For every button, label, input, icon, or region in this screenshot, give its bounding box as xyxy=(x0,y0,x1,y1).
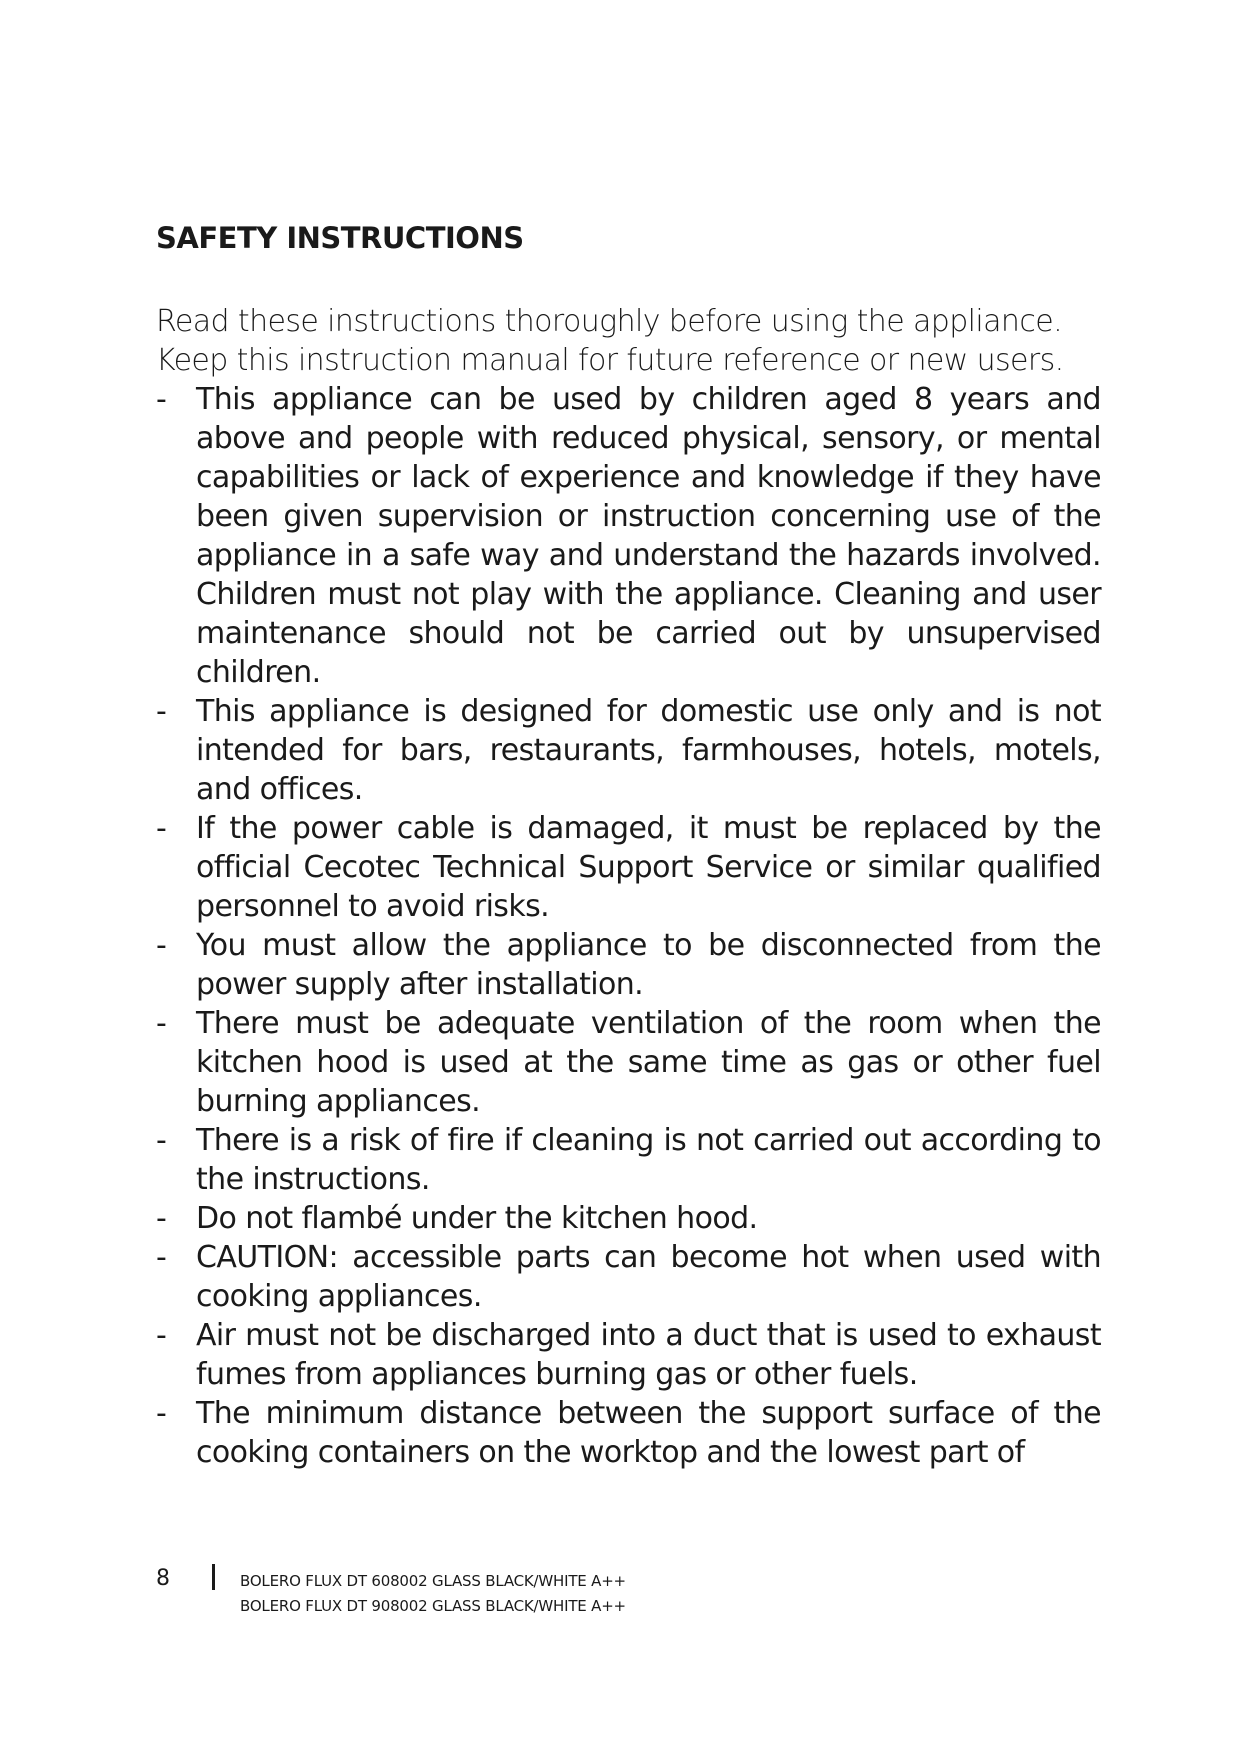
list-item xyxy=(156,926,1101,1004)
list-item-text: Do not flambé under the kitchen hood. xyxy=(196,1201,758,1236)
bullet-dash: - xyxy=(156,1123,167,1158)
bullet-dash: - xyxy=(156,694,167,729)
list-item xyxy=(156,1238,1101,1316)
bullet-dash: - xyxy=(156,1201,167,1236)
list-item-text: The minimum distance between the support surface of the cooking containers on the worktop and the lowest part of xyxy=(196,1396,1101,1470)
list-item-text: There is a risk of fire if cleaning is not carried out according to the instructions. xyxy=(196,1123,1101,1197)
bullet-dash: - xyxy=(156,1006,167,1041)
list-item-text: Air must not be discharged into a duct that is used to exhaust fumes from appliances burning gas or other fuels. xyxy=(196,1318,1101,1392)
intro-line-keep: Keep this instruction manual for future reference or new users. xyxy=(156,343,1064,378)
list-item xyxy=(156,1394,1101,1472)
list-item xyxy=(156,1199,1101,1238)
footer-divider xyxy=(212,1564,215,1590)
safety-instructions-list xyxy=(156,380,1101,1472)
list-item-text: CAUTION: accessible parts can become hot when used with cooking appliances. xyxy=(196,1240,1101,1314)
list-item-text: This appliance is designed for domestic use only and is not intended for bars, restaurants, farmhouses, hotels, motels, and offices. xyxy=(196,694,1101,807)
list-item-text: This appliance can be used by children aged 8 years and above and people with reduced physical, sensory, or mental capabilities or lack of experience and knowledge if they have been given supervision or instruction concerning use of the appliance in a safe way and understand the hazards involved. Children must not play with the appliance. Cleaning and user maintenance should not be carried out by unsupervised children. xyxy=(196,382,1101,690)
bullet-dash: - xyxy=(156,382,167,417)
page-title: SAFETY INSTRUCTIONS xyxy=(156,221,524,255)
bullet-dash: - xyxy=(156,1318,167,1353)
bullet-dash: - xyxy=(156,811,167,846)
list-item-text: If the power cable is damaged, it must be replaced by the official Cecotec Technical Support Service or similar qualified personnel to avoid risks. xyxy=(196,811,1101,924)
list-item xyxy=(156,1316,1101,1394)
page-content xyxy=(156,218,1101,1472)
intro-line-read: Read these instructions thoroughly before using the appliance. xyxy=(156,304,1063,339)
page-number: 8 xyxy=(156,1566,170,1591)
bullet-dash: - xyxy=(156,928,167,963)
bullet-dash: - xyxy=(156,1396,167,1431)
model-name-608002: BOLERO FLUX DT 608002 GLASS BLACK/WHITE A++ xyxy=(240,1572,626,1590)
list-item xyxy=(156,380,1101,692)
list-item-text: You must allow the appliance to be disconnected from the power supply after installation. xyxy=(196,928,1101,1002)
list-item-text: There must be adequate ventilation of the room when the kitchen hood is used at the same time as gas or other fuel burning appliances. xyxy=(196,1006,1101,1119)
page-footer xyxy=(156,1562,856,1622)
list-item xyxy=(156,692,1101,809)
model-name-908002: BOLERO FLUX DT 908002 GLASS BLACK/WHITE A++ xyxy=(240,1597,626,1615)
bullet-dash: - xyxy=(156,1240,167,1275)
list-item xyxy=(156,1121,1101,1199)
list-item xyxy=(156,1004,1101,1121)
list-item xyxy=(156,809,1101,926)
